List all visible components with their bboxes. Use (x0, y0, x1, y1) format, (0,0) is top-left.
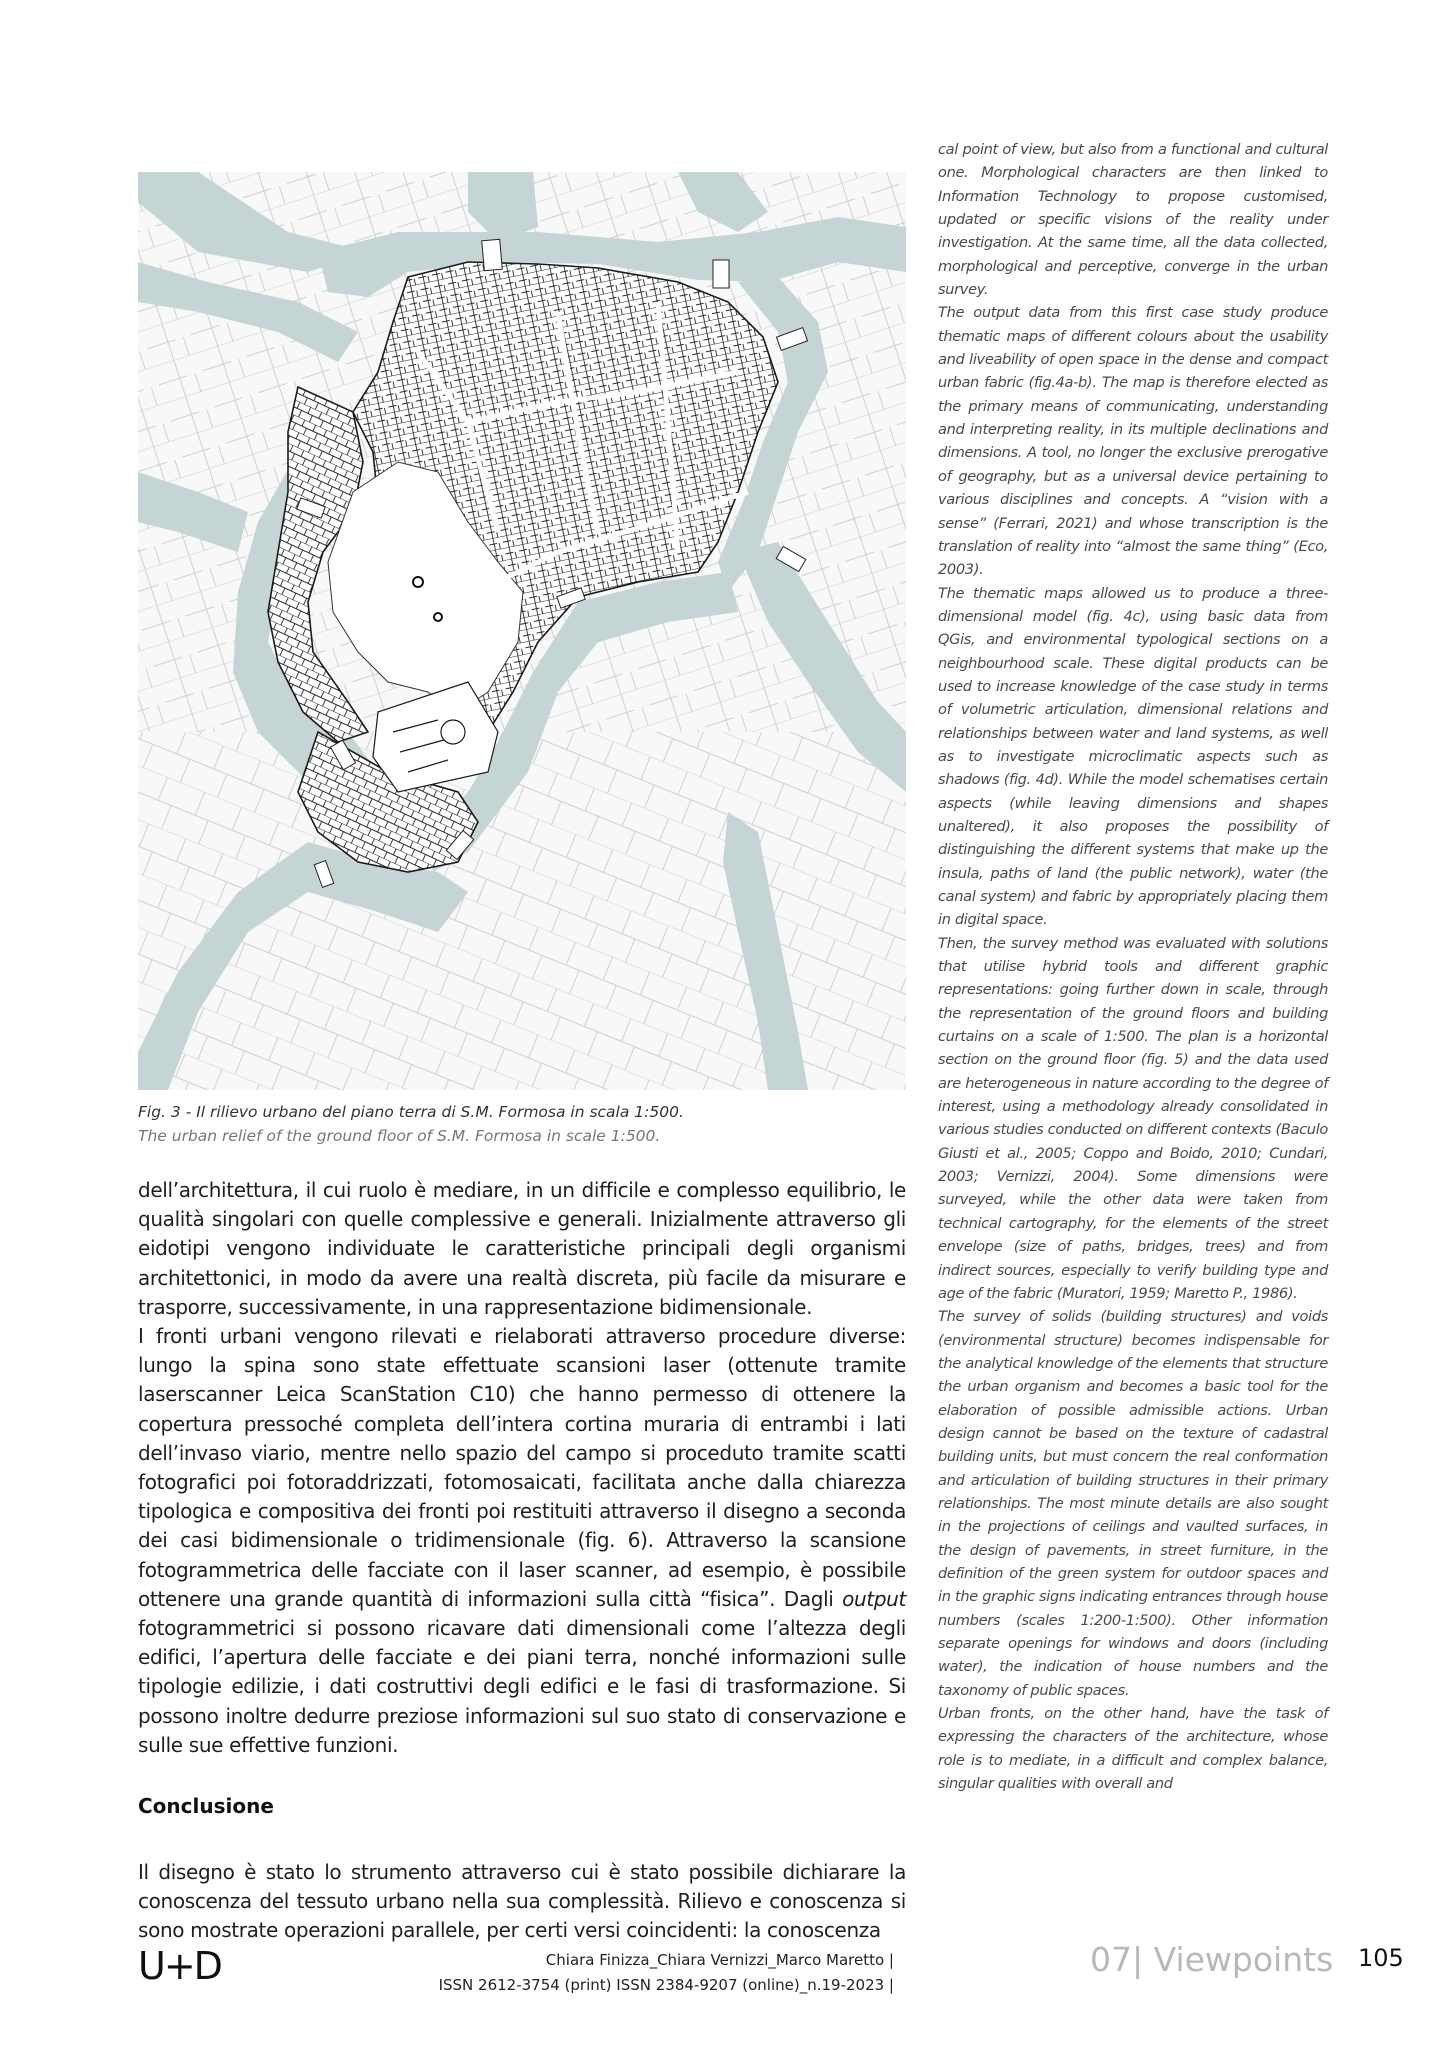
paragraph-1: dell’architettura, il cui ruolo è mediare, in un difficile e complesso equilibrio, le qualità singolari con quelle complessive e generali. Inizialmente attraverso gli eidotipi vengono individuate le caratteristiche principali degli organismi architettonici, in modo da avere una realtà discreta, più facile da misurare e trasporre, successivamente, in una rappresentazione bidimensionale. (138, 1178, 906, 1319)
paragraph-2-emphasis: output (842, 1586, 906, 1611)
right-paragraph-4: Then, the survey method was evaluated with solutions that utilise hybrid tools and different graphic representations: going further down in scale, through the representation of the ground floors and building curtains on a scale of 1:500. The plan is a horizontal section on the ground floor (fig. 5) and the data used are heterogeneous in nature according to the degree of interest, using a methodology already consolidated in various studies conducted on different contexts (Baculo Giusti et al., 2005; Coppo and Boido, 2010; Cundari, 2003; Vernizzi, 2004). Some dimensions were surveyed, while the other data were taken from technical cartography, for the elements of the street envelope (size of paths, bridges, trees) and from indirect sources, especially to verify building type and age of the fabric (Muratori, 1959; Maretto P., 1986). (938, 934, 1328, 1302)
left-column-body-2 (138, 1858, 906, 1946)
map-svg (138, 172, 906, 1090)
authors-line: Chiara Finizza_Chiara Vernizzi_Marco Maretto | (545, 1951, 894, 1969)
footer-authors (439, 1948, 894, 1998)
right-paragraph-5: The survey of solids (building structures) and voids (environmental structure) becomes indispensable for the analytical knowledge of the elements that structure the urban organism and becomes a basic tool for the elaboration of possible admissible actions. Urban design cannot be based on the texture of cadastral building units, but must concern the real conformation and articulation of building structures in their primary relationships. The most minute details are also sought in the projections of ceilings and vaulted surfaces, in the design of pavements, in street furniture, in the definition of the green system for outdoor spaces and in the graphic signs indicating entrances through house numbers (scales 1:200-1:500). Other information separate openings for windows and doors (including water), the indication of house numbers and the taxonomy of public spaces. (938, 1308, 1328, 1699)
figure-caption (138, 1100, 898, 1148)
right-column (938, 138, 1328, 1795)
right-paragraph-2: The output data from this first case study produce thematic maps of different colours about the usability and liveability of open space in the dense and compact urban fabric (fig.4a-b). The map is therefore elected as the primary means of communicating, understanding and interpreting reality, in its multiple declinations and dimensions. A tool, no longer the exclusive prerogative of geography, but as a universal device pertaining to various disciplines and concepts. A “vision with a sense” (Ferrari, 2021) and whose transcription is the translation of reality into “almost the same thing” (Eco, 2003). (938, 304, 1328, 579)
right-paragraph-1: cal point of view, but also from a functional and cultural one. Morphological characters are then linked to Information Technology to propose customised, updated or specific visions of the reality under investigation. At the same time, all the data collected, morphological and perceptive, converge in the urban survey. (938, 141, 1328, 299)
page-number: 105 (1358, 1944, 1404, 1972)
left-column-body (138, 1176, 906, 1760)
paragraph-3: Il disegno è stato lo strumento attraverso cui è stato possibile dichiarare la conoscenza del tessuto urbano nella sua complessità. Rilievo e conoscenza si sono mostrate operazioni parallele, per certi versi coincidenti: la conoscenza (138, 1860, 906, 1943)
well (413, 577, 423, 587)
section-label: 07| Viewpoints (1090, 1940, 1334, 1979)
urban-survey-map (138, 172, 906, 1090)
section-heading: Conclusione (138, 1794, 274, 1818)
caption-english: The urban relief of the ground floor of S.M. Formosa in scale 1:500. (138, 1127, 661, 1145)
right-paragraph-6: Urban fronts, on the other hand, have the task of expressing the characters of the architecture, whose role is to mediate, in a difficult and complex balance, singular qualities with overall and (938, 1705, 1328, 1793)
journal-logo: U+D (138, 1944, 221, 1988)
issn-line: ISSN 2612-3754 (print) ISSN 2384-9207 (online)_n.19-2023 | (438, 1976, 894, 1994)
paragraph-2 (138, 1322, 906, 1760)
paragraph-2-part-b: fotogrammetrici si possono ricavare dati dimensionali come l’altezza degli edifici, l’apertura delle facciate e dei piani terra, nonché informazioni sulle tipologie edilizie, i dati costruttivi degli edifici e le fasi di trasformazione. Si possono inoltre dedurre preziose informazioni sul suo stato di conservazione e sulle sue effettive funzioni. (138, 1616, 906, 1757)
right-paragraph-3: The thematic maps allowed us to produce a three-dimensional model (fig. 4c), using basic data from QGis, and environmental typological sections on a neighbourhood scale. These digital products can be used to increase knowledge of the case study in terms of volumetric articulation, dimensional relations and relationships between water and land systems, as well as to investigate microclimatic aspects such as shadows (fig. 4d). While the model schematises certain aspects (while leaving dimensions and shapes unaltered), it also proposes the possibility of distinguishing the different systems that make up the insula, paths of land (the public network), water (the canal system) and fabric by appropriately placing them in digital space. (938, 584, 1328, 929)
well (434, 613, 442, 621)
paragraph-2-part-a: I fronti urbani vengono rilevati e rielaborati attraverso procedure diverse: lungo la spina sono state effettuate scansioni laser (ottenute tramite laserscanner Leica ScanStation C10) che hanno permesso di ottenere la copertura pressoché completa dell’intera cortina muraria di entrambi i lati dell’invaso viario, mentre nello spazio del campo si proceduto tramite scatti fotografici poi fotoraddrizzati, fotomosaicati, facilitata anche dalla chiarezza tipologica e compositiva dei fronti poi restituiti attraverso il disegno a seconda dei casi bidimensionale o tridimensionale (fig. 6). Attraverso la scansione fotogrammetrica delle facciate con il laser scanner, ad esempio, è possibile ottenere una grande quantità di informazioni sulla città “fisica”. Dagli (138, 1324, 906, 1611)
caption-italian: Fig. 3 - Il rilievo urbano del piano terra di S.M. Formosa in scala 1:500. (138, 1103, 684, 1121)
